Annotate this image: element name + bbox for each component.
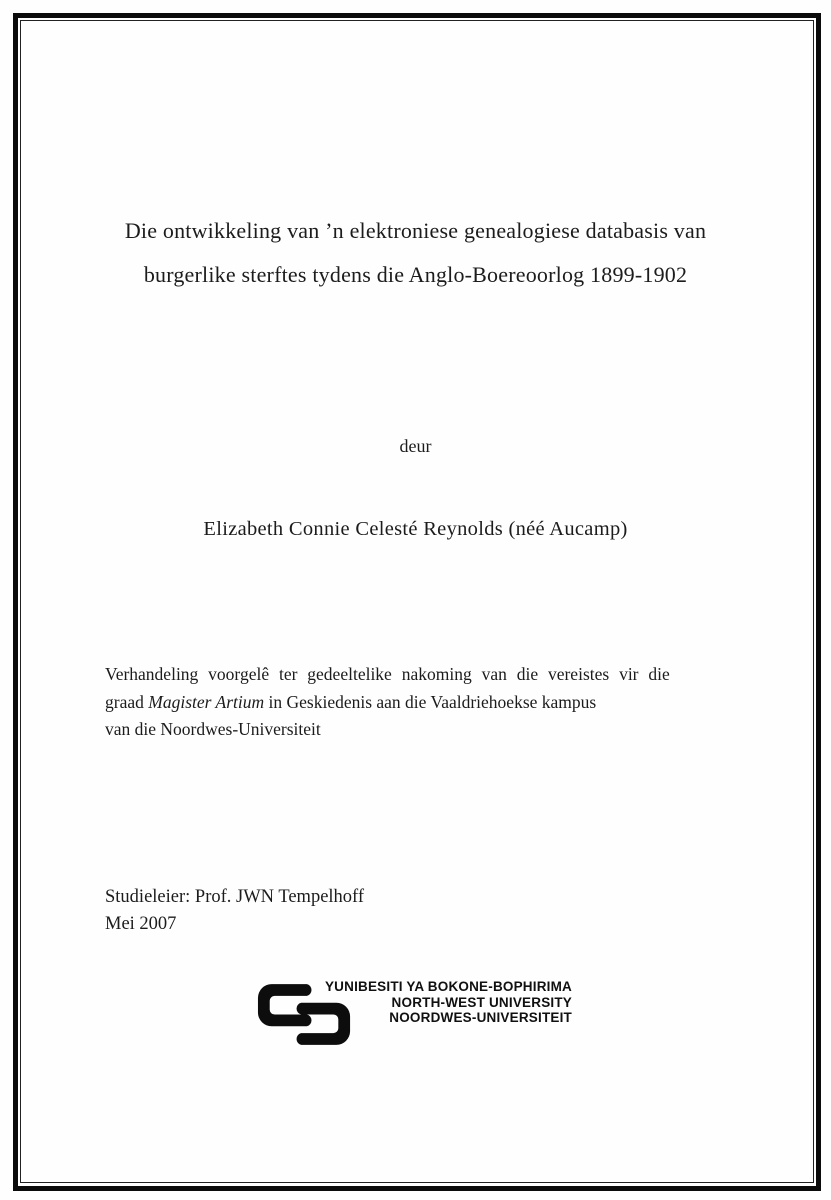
date-line: Mei 2007 [105,914,177,934]
author-name: Elizabeth Connie Celesté Reynolds (néé Aucamp) [203,518,628,540]
thesis-title-line-2: burgerlike sterftes tydens die Anglo-Boereoorlog 1899-1902 [143,262,688,287]
declaration-line-2 [105,692,596,712]
nwu-logo-wordmark [325,979,572,1026]
supervisor-line: Studieleier: Prof. JWN Tempelhoff [105,887,365,907]
nwu-name-setswana: YUNIBESITI YA BOKONE-BOPHIRIMA [324,979,572,994]
thesis-title-line-1: Die ontwikkeling van ’n elektroniese genealogiese databasis van [124,218,707,243]
degree-name-italic: Magister Artium [148,691,265,712]
supervisor-and-date [105,884,364,938]
declaration-line-2-pre: graad [105,691,149,712]
declaration-line-2-post: in Geskiedenis aan die Vaaldriehoekse kampus [264,691,597,712]
degree-declaration [105,661,753,744]
thesis-title [40,209,791,297]
byline-label: deur [399,436,432,456]
nwu-name-english: NORTH-WEST UNIVERSITY [391,994,572,1010]
declaration-line-3: van die Noordwes-Universiteit [105,719,321,739]
nwu-name-afrikaans: NOORDWES-UNIVERSITEIT [389,1010,572,1025]
declaration-line-1: Verhandeling voorgelê ter gedeeltelike nakoming van die vereistes vir die [105,664,670,684]
